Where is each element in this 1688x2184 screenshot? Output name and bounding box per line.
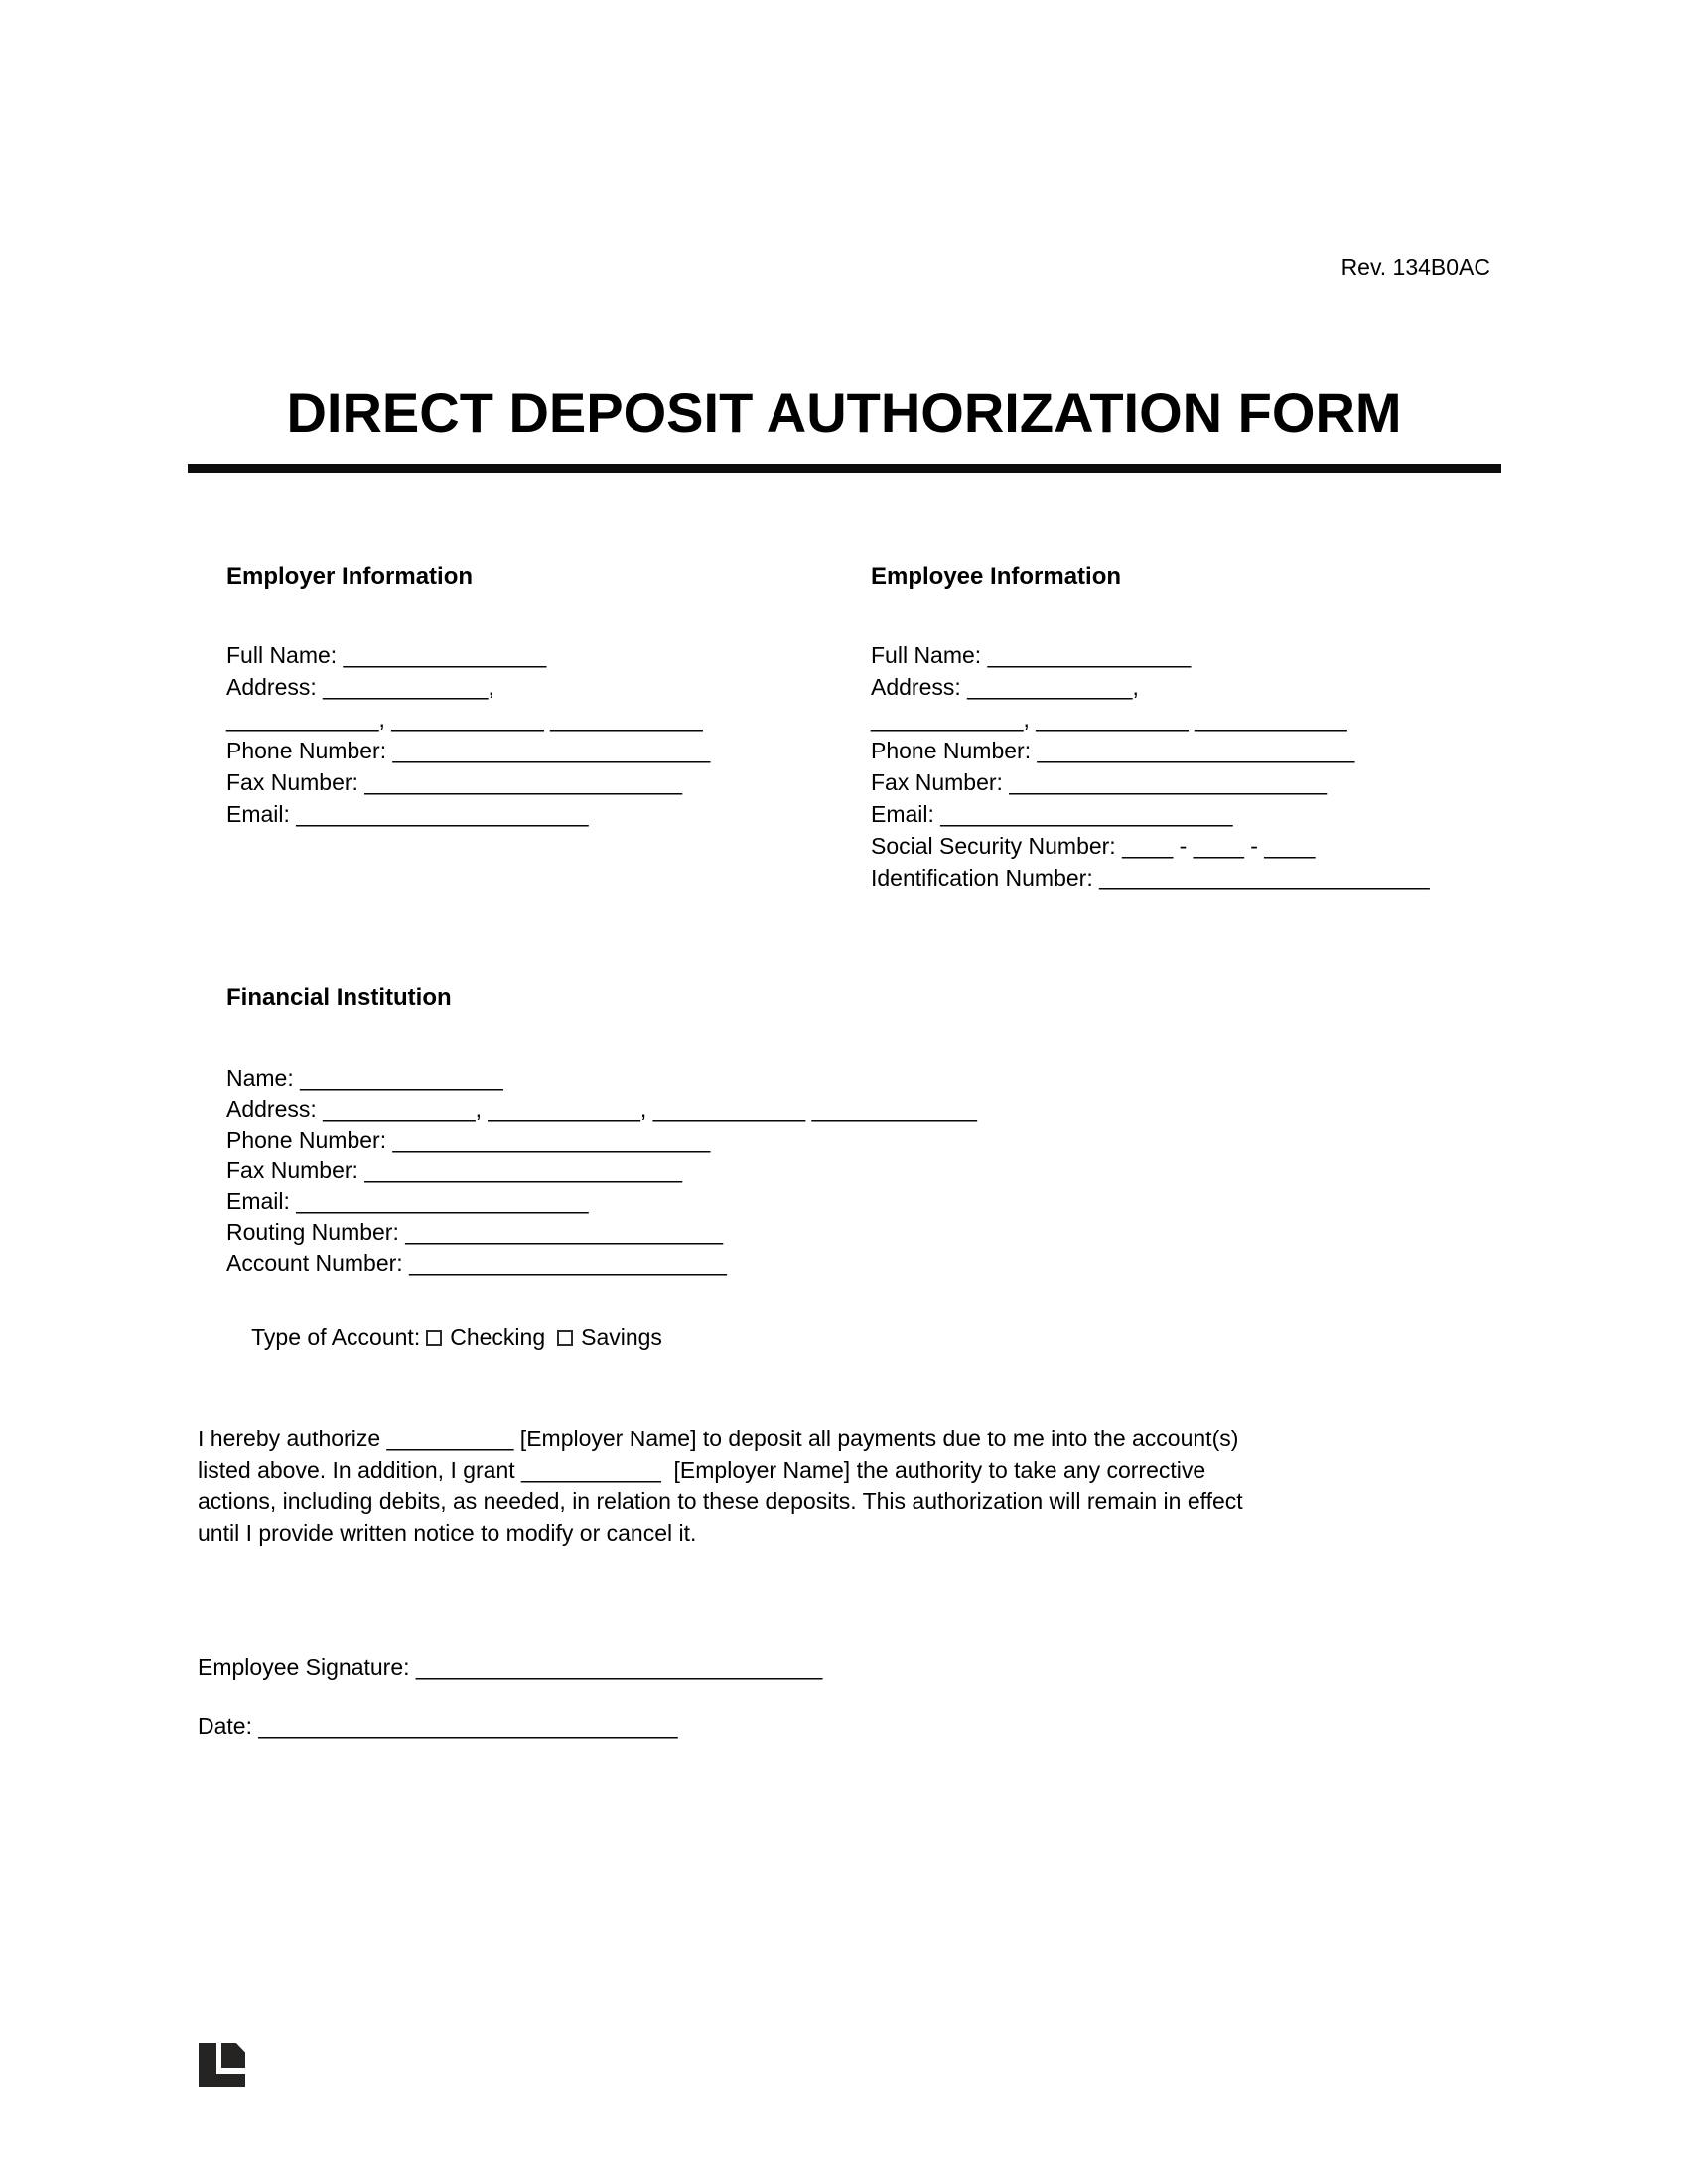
savings-option-label: Savings bbox=[581, 1324, 662, 1350]
employee-address-continued-line: ____________, ____________ ____________ bbox=[871, 706, 1347, 732]
account-type-line bbox=[226, 1290, 662, 1385]
authorization-paragraph bbox=[198, 1424, 1243, 1549]
financial-email-line: Email: _______________________ bbox=[226, 1188, 589, 1214]
employer-full-name-line: Full Name: ________________ bbox=[226, 642, 547, 668]
savings-checkbox-icon[interactable] bbox=[557, 1330, 573, 1346]
employer-section-heading: Employer Information bbox=[226, 563, 474, 590]
employer-phone-line: Phone Number: _________________________ bbox=[226, 738, 711, 763]
legal-templates-logo-icon bbox=[199, 2043, 245, 2087]
employer-fields bbox=[226, 639, 710, 830]
account-type-label: Type of Account: bbox=[251, 1324, 421, 1350]
employee-address-line: Address: _____________, bbox=[871, 674, 1139, 700]
employee-fax-line: Fax Number: _________________________ bbox=[871, 769, 1328, 795]
date-line: Date: _________________________________ bbox=[198, 1713, 678, 1739]
employee-email-line: Email: _______________________ bbox=[871, 801, 1233, 827]
financial-name-line: Name: ________________ bbox=[226, 1065, 503, 1091]
logo-folded-page-shape bbox=[221, 2043, 245, 2068]
authorization-line: actions, including debits, as needed, in relation to these deposits. This authorization will remain in effect bbox=[198, 1488, 1243, 1514]
employee-phone-line: Phone Number: _________________________ bbox=[871, 738, 1355, 763]
authorization-line: I hereby authorize __________ [Employer Name] to deposit all payments due to me into the account(s) bbox=[198, 1426, 1239, 1451]
employee-full-name-line: Full Name: ________________ bbox=[871, 642, 1192, 668]
authorization-line: until I provide written notice to modify or cancel it. bbox=[198, 1519, 697, 1546]
page-title: DIRECT DEPOSIT AUTHORIZATION FORM bbox=[286, 381, 1402, 444]
employer-address-continued-line: ____________, ____________ ____________ bbox=[226, 706, 703, 732]
financial-account-number-line: Account Number: _________________________ bbox=[226, 1250, 727, 1276]
financial-fax-line: Fax Number: _________________________ bbox=[226, 1158, 683, 1183]
employee-signature-line: Employee Signature: ________________________________ bbox=[198, 1654, 823, 1680]
employee-id-number-line: Identification Number: __________________________ bbox=[871, 865, 1430, 890]
financial-fields bbox=[226, 1063, 977, 1279]
logo-bottom-bar bbox=[199, 2074, 245, 2087]
employee-ssn-line: Social Security Number: ____ - ____ - ____ bbox=[871, 833, 1316, 859]
employer-address-line: Address: _____________, bbox=[226, 674, 494, 700]
authorization-line: listed above. In addition, I grant ___________ [Employer Name] the authority to take any corrective bbox=[198, 1456, 1206, 1483]
employee-section-heading: Employee Information bbox=[871, 563, 1122, 590]
checking-option-label: Checking bbox=[450, 1324, 546, 1350]
employer-email-line: Email: _______________________ bbox=[226, 801, 589, 827]
title-rule bbox=[188, 464, 1501, 473]
financial-phone-line: Phone Number: _________________________ bbox=[226, 1127, 711, 1153]
revision-label: Rev. 134B0AC bbox=[1340, 254, 1490, 280]
employer-fax-line: Fax Number: _________________________ bbox=[226, 769, 683, 795]
financial-section-heading: Financial Institution bbox=[226, 984, 452, 1011]
financial-routing-number-line: Routing Number: _________________________ bbox=[226, 1219, 724, 1245]
employee-fields bbox=[871, 639, 1430, 893]
checking-checkbox-icon[interactable] bbox=[426, 1330, 442, 1346]
financial-address-line: Address: ____________, ____________, ____________ _____________ bbox=[226, 1096, 977, 1122]
